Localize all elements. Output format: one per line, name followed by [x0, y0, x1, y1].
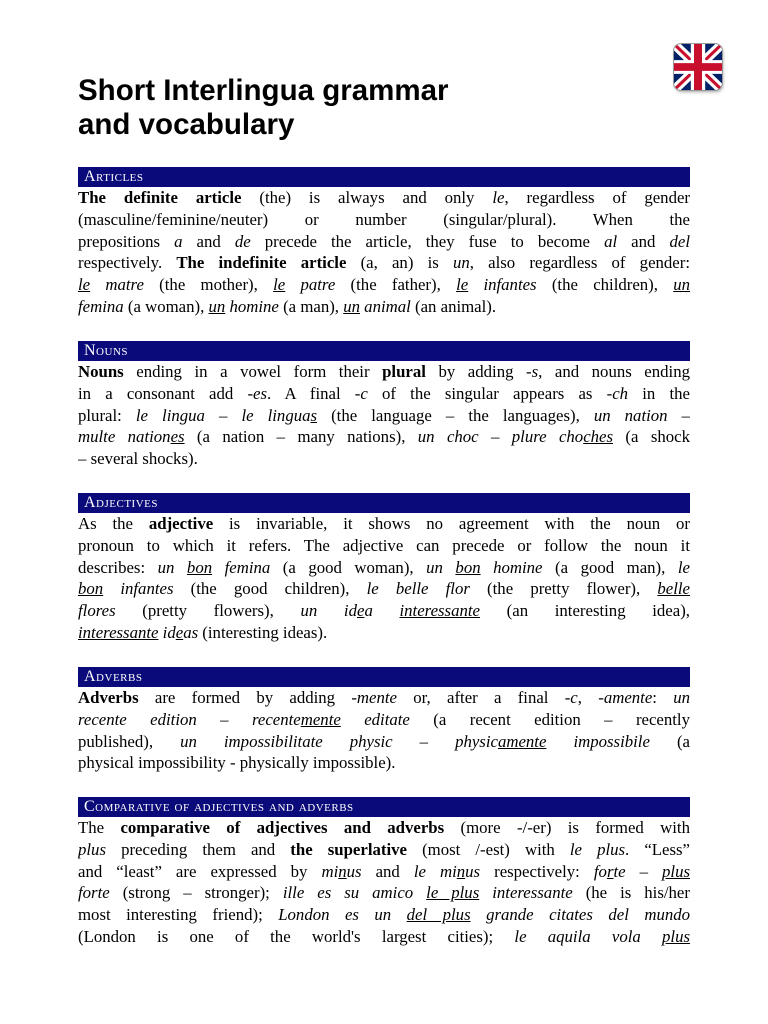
uk-flag-icon[interactable]: [674, 44, 722, 90]
section-nouns: [78, 341, 690, 470]
articles-text: The definite article (the) is always and only le, regardless of gender (masculine/feminine/neuter) or number (singular/plural). When the prepositions a and de precede the article, they fuse to become al and del respectively. The indefinite article (a, an) is un, also regardless of gender: le matre (the mother), le patre (the father), le infantes (the children), un femina (a woman), un homine (a man), un animal (an animal).: [78, 188, 690, 316]
adverbs-text: Adverbs are formed by adding -mente or, after a final -c, -amente: un recente edition – recentemente editate (a recent edition – recently published), un impossibilitate physic – physicamente impossibile (a physical impossibility - physically impossible).: [78, 688, 690, 773]
section-comparative: [78, 797, 690, 948]
page-title: [78, 74, 638, 142]
adjectives-text: As the adjective is invariable, it shows no agreement with the noun or pronoun to which it refers. The adjective can precede or follow the noun it describes: un bon femina (a good woman), un bon homine (a good man), le bon infantes (the good children), le belle flor (the pretty flower), belle flores (pretty flowers), un idea interessante (an interesting idea), interessante ideas (interesting ideas).: [78, 514, 690, 642]
section-header-articles: Articles: [78, 167, 690, 187]
section-header-nouns: Nouns: [78, 341, 690, 361]
title-line-1: Short Interlingua grammar: [78, 74, 449, 107]
section-adverbs: [78, 667, 690, 774]
section-header-adverbs: Adverbs: [78, 667, 690, 687]
section-articles: [78, 167, 690, 318]
comparative-text: The comparative of adjectives and adverbs (more -/-er) is formed with plus preceding them and the superlative (most /-est) with le plus. “Less” and “least” are expressed by minus and le minus respectively: forte – plus forte (strong – stronger); ille es su amico le plus interessante (he is his/her most interesting friend); London es un del plus grande citates del mundo (London is one of the world's largest cities); le aquila vola plus: [78, 818, 690, 946]
nouns-text: Nouns ending in a vowel form their plural by adding -s, and nouns ending in a consonant add -es. A final -c of the singular appears as -ch in the plural: le lingua – le linguas (the language – the languages), un nation – multe nationes (a nation – many nations), un choc – plure choches (a shock – several shocks).: [78, 362, 690, 469]
section-header-adjectives: Adjectives: [78, 493, 690, 513]
section-adjectives: [78, 493, 690, 644]
section-header-comparative: Comparative of adjectives and adverbs: [78, 797, 690, 817]
title-line-2: and vocabulary: [78, 108, 295, 141]
